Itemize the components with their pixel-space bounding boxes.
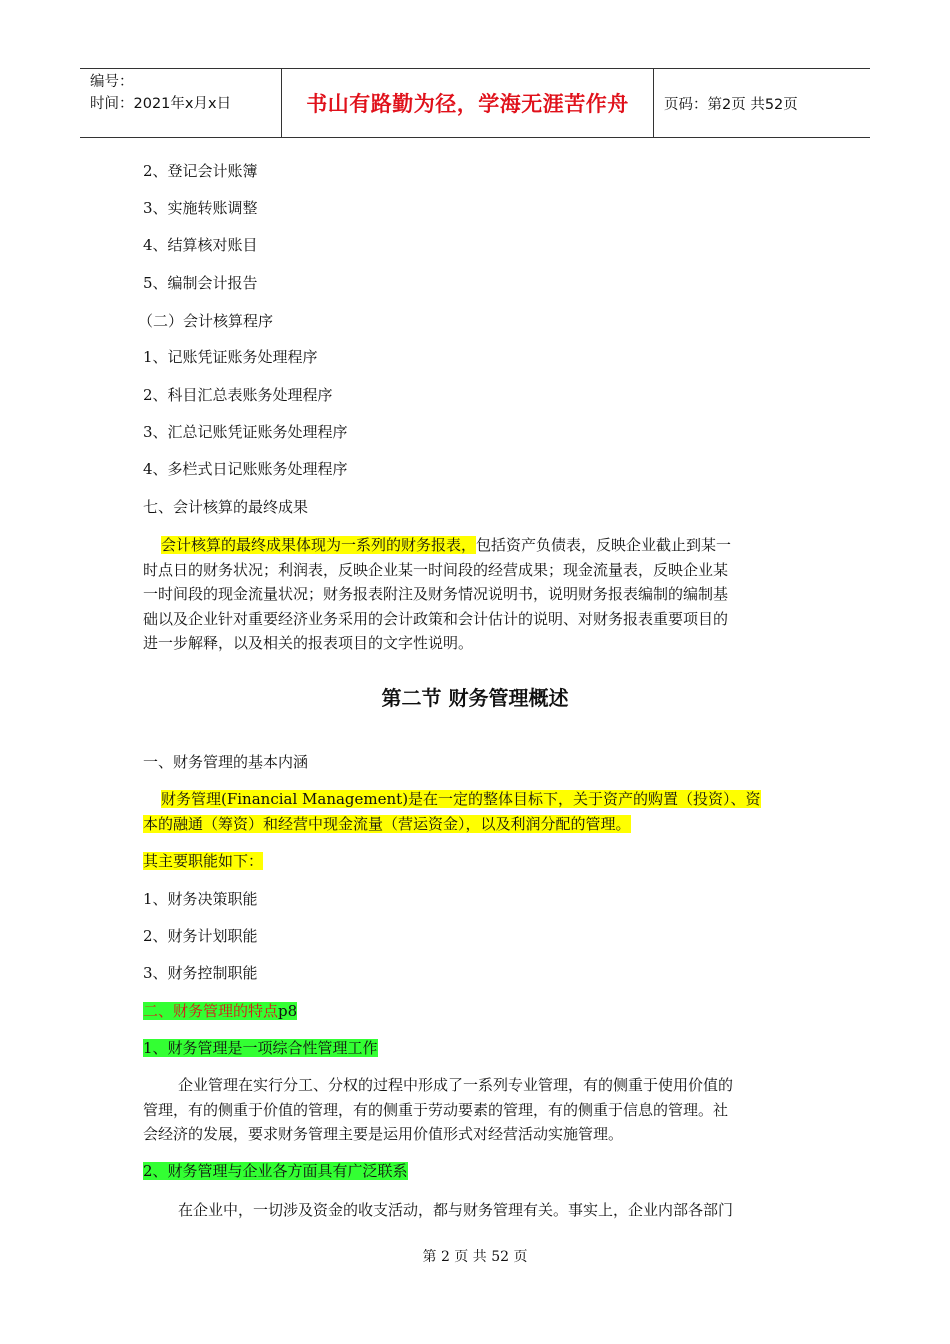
- sub-heading: （二）会计核算程序: [138, 312, 274, 330]
- highlighted-heading: 二、财务管理的特点: [143, 1002, 279, 1020]
- paragraph-line: 进一步解释，以及相关的报表项目的文字性说明。: [143, 634, 474, 652]
- header-page-info: 页码：第2页 共52页: [664, 96, 798, 113]
- list-item: 2、登记会计账簿: [143, 162, 258, 180]
- page-header: [80, 68, 870, 138]
- paragraph-line: 一时间段的现金流量状况；财务报表附注及财务情况说明书，说明财务报表编制的编制基: [143, 585, 729, 603]
- paragraph-line: 管理，有的侧重于价值的管理，有的侧重于劳动要素的管理，有的侧重于信息的管理。社: [143, 1100, 729, 1119]
- highlighted-text: 本的融通（筹资）和经营中现金流量（营运资金），以及利润分配的管理。: [143, 814, 631, 833]
- fm-heading-2: [143, 1001, 297, 1021]
- list-item: 1、记账凭证账务处理程序: [143, 348, 318, 366]
- paragraph-line: 在企业中，一切涉及资金的收支活动，都与财务管理有关。事实上，企业内部各部门: [178, 1201, 734, 1219]
- paragraph-line: 础以及企业针对重要经济业务采用的会计政策和会计估计的说明、对财务报表重要项目的: [143, 609, 729, 628]
- functions-intro: 其主要职能如下：: [143, 852, 264, 870]
- paragraph-line: 会经济的发展，要求财务管理主要是运用价值形式对经营活动实施管理。: [143, 1125, 624, 1143]
- feature-heading: 2、财务管理与企业各方面具有广泛联系: [143, 1162, 408, 1180]
- feature2-paragraph: [143, 1198, 808, 1223]
- feature1-paragraph: [143, 1073, 808, 1147]
- list-item: 3、财务控制职能: [143, 964, 258, 982]
- section-title: 第二节 财务管理概述: [381, 686, 569, 710]
- highlighted-text: 财务管理(Financial Management)是在一定的整体目标下，关于资产的购置（投资）、资: [161, 790, 761, 808]
- list-item: 4、多栏式日记账账务处理程序: [143, 460, 348, 478]
- list-item: 2、科目汇总表账务处理程序: [143, 386, 333, 404]
- page-reference: p8: [278, 1002, 298, 1020]
- header-meta: [80, 69, 282, 137]
- highlighted-text: 会计核算的最终成果体现为一系列的财务报表，: [161, 536, 477, 554]
- code-label: 编号：: [90, 74, 134, 90]
- paragraph-line: 企业管理在实行分工、分权的过程中形成了一系列专业管理，有的侧重于使用价值的: [178, 1076, 734, 1094]
- list-item: 2、财务计划职能: [143, 927, 258, 945]
- fm-heading: 一、财务管理的基本内涵: [143, 753, 309, 771]
- paragraph-line: 时点日的财务状况；利润表，反映企业某一时间段的经营成果；现金流量表，反映企业某: [143, 560, 729, 579]
- feature-heading: 1、财务管理是一项综合性管理工作: [143, 1039, 378, 1057]
- list-item: 5、编制会计报告: [143, 274, 258, 292]
- header-motto: 书山有路勤为径，学海无涯苦作舟: [282, 69, 654, 137]
- result-paragraph: [143, 533, 808, 656]
- list-item: 3、汇总记账凭证账务处理程序: [143, 423, 348, 441]
- section7-heading: 七、会计核算的最终成果: [143, 498, 309, 516]
- page-footer: 第 2 页 共 52 页: [422, 1249, 528, 1265]
- time-label: 时间：2021年x月x日: [90, 96, 232, 112]
- paragraph-text: 包括资产负债表，反映企业截止到某一: [476, 536, 732, 554]
- list-item: 1、财务决策职能: [143, 890, 258, 908]
- list-item: 3、实施转账调整: [143, 199, 258, 217]
- list-item: 4、结算核对账目: [143, 236, 258, 254]
- definition-paragraph: [143, 787, 808, 836]
